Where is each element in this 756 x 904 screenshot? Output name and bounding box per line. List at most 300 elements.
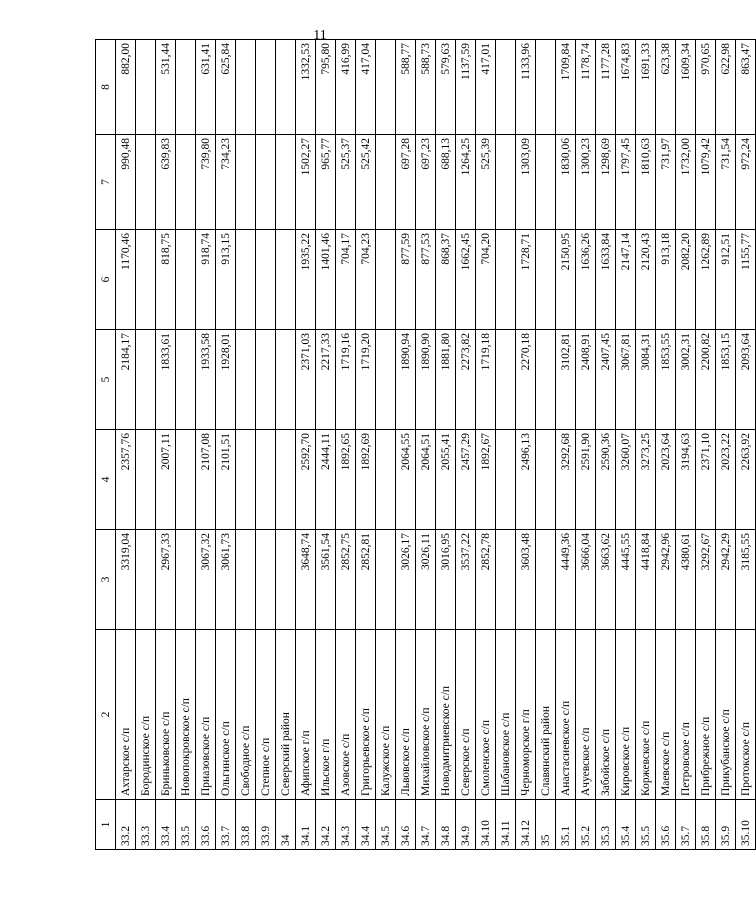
value-cell: 2444,11 xyxy=(316,430,336,530)
table-row xyxy=(676,40,696,850)
row-code: 34.7 xyxy=(416,800,436,850)
table-row xyxy=(276,40,296,850)
value-cell: 704,23 xyxy=(356,230,376,330)
column-header: 6 xyxy=(96,230,116,330)
value-cell: 3603,48 xyxy=(516,530,536,630)
value-cell: 2147,14 xyxy=(616,230,636,330)
value-cell xyxy=(136,530,156,630)
table-wrapper xyxy=(95,40,752,850)
table-row xyxy=(396,40,416,850)
table-row xyxy=(496,40,516,850)
value-cell: 2107,08 xyxy=(196,430,216,530)
row-name: Ачуевское с/п xyxy=(576,630,596,800)
row-code: 35.9 xyxy=(716,800,736,850)
table-row xyxy=(256,40,276,850)
value-cell: 1853,15 xyxy=(716,330,736,430)
column-header: 5 xyxy=(96,330,116,430)
value-cell: 2023,64 xyxy=(656,430,676,530)
value-cell: 970,65 xyxy=(696,40,716,135)
value-cell xyxy=(236,430,256,530)
value-cell xyxy=(256,430,276,530)
value-cell: 1137,59 xyxy=(456,40,476,135)
value-cell: 2496,13 xyxy=(516,430,536,530)
value-cell xyxy=(256,530,276,630)
row-name: Северский район xyxy=(276,630,296,800)
table-row xyxy=(136,40,156,850)
value-cell: 1935,22 xyxy=(296,230,316,330)
value-cell: 1502,27 xyxy=(296,135,316,230)
value-cell: 2591,90 xyxy=(576,430,596,530)
column-header: 3 xyxy=(96,530,116,630)
value-cell: 1401,46 xyxy=(316,230,336,330)
column-header: 4 xyxy=(96,430,116,530)
row-code: 34.5 xyxy=(376,800,396,850)
table-row xyxy=(336,40,356,850)
row-name: Прибрежное с/п xyxy=(696,630,716,800)
value-cell: 2007,11 xyxy=(156,430,176,530)
value-cell xyxy=(256,40,276,135)
value-cell: 1262,89 xyxy=(696,230,716,330)
row-code: 33.2 xyxy=(116,800,136,850)
value-cell xyxy=(276,330,296,430)
row-code: 33.8 xyxy=(236,800,256,850)
column-header: 2 xyxy=(96,630,116,800)
value-cell: 863,47 xyxy=(736,40,756,135)
value-cell: 2120,43 xyxy=(636,230,656,330)
row-name: Бриньковское с/п xyxy=(156,630,176,800)
row-name: Ильское г/п xyxy=(316,630,336,800)
value-cell xyxy=(136,330,156,430)
row-name: Шабановское с/п xyxy=(496,630,516,800)
value-cell: 913,18 xyxy=(656,230,676,330)
rotated-table-area xyxy=(95,40,752,850)
value-cell: 3260,07 xyxy=(616,430,636,530)
row-name: Степное с/п xyxy=(256,630,276,800)
row-name: Афипское г/п xyxy=(296,630,316,800)
value-cell xyxy=(136,135,156,230)
row-name: Забойское с/п xyxy=(596,630,616,800)
row-code: 35.5 xyxy=(636,800,656,850)
value-cell: 417,04 xyxy=(356,40,376,135)
column-header: 7 xyxy=(96,135,116,230)
value-cell: 1636,26 xyxy=(576,230,596,330)
value-cell: 1633,84 xyxy=(596,230,616,330)
value-cell xyxy=(136,230,156,330)
value-cell xyxy=(496,40,516,135)
row-code: 35.2 xyxy=(576,800,596,850)
row-code: 35.3 xyxy=(596,800,616,850)
value-cell: 588,77 xyxy=(396,40,416,135)
value-cell: 1177,28 xyxy=(596,40,616,135)
value-cell: 625,84 xyxy=(216,40,236,135)
value-cell: 3292,67 xyxy=(696,530,716,630)
table-row xyxy=(356,40,376,850)
value-cell: 1892,67 xyxy=(476,430,496,530)
value-cell: 4380,61 xyxy=(676,530,696,630)
value-cell: 2270,18 xyxy=(516,330,536,430)
row-name: Ахтарское с/п xyxy=(116,630,136,800)
value-cell: 704,17 xyxy=(336,230,356,330)
row-name: Прикубанское с/п xyxy=(716,630,736,800)
value-cell: 2592,70 xyxy=(296,430,316,530)
value-cell xyxy=(536,530,556,630)
value-cell xyxy=(176,530,196,630)
value-cell: 1719,16 xyxy=(336,330,356,430)
value-cell: 1732,00 xyxy=(676,135,696,230)
table-row xyxy=(656,40,676,850)
table-row xyxy=(536,40,556,850)
value-cell xyxy=(496,230,516,330)
value-cell: 2200,82 xyxy=(696,330,716,430)
value-cell: 2273,82 xyxy=(456,330,476,430)
value-cell: 3067,32 xyxy=(196,530,216,630)
row-name: Калужское с/п xyxy=(376,630,396,800)
row-code: 34.6 xyxy=(396,800,416,850)
value-cell xyxy=(276,230,296,330)
value-cell xyxy=(536,430,556,530)
table-row xyxy=(576,40,596,850)
value-cell: 1178,74 xyxy=(576,40,596,135)
row-name: Михайловское с/п xyxy=(416,630,436,800)
table-row xyxy=(216,40,236,850)
value-cell: 1719,20 xyxy=(356,330,376,430)
value-cell: 2217,33 xyxy=(316,330,336,430)
value-cell: 3666,04 xyxy=(576,530,596,630)
row-name: Приазовское с/п xyxy=(196,630,216,800)
value-cell xyxy=(376,430,396,530)
value-cell xyxy=(496,135,516,230)
value-cell: 1300,23 xyxy=(576,135,596,230)
value-cell: 3663,62 xyxy=(596,530,616,630)
value-cell: 2457,29 xyxy=(456,430,476,530)
value-cell: 2852,78 xyxy=(476,530,496,630)
row-code: 34.2 xyxy=(316,800,336,850)
value-cell xyxy=(376,135,396,230)
row-name: Григорьевское с/п xyxy=(356,630,376,800)
row-name: Коржевское с/п xyxy=(636,630,656,800)
table-row xyxy=(296,40,316,850)
value-cell xyxy=(376,40,396,135)
row-name: Протокское с/п xyxy=(736,630,756,800)
value-cell: 2093,64 xyxy=(736,330,756,430)
value-cell: 622,98 xyxy=(716,40,736,135)
value-cell xyxy=(536,135,556,230)
value-cell: 1303,09 xyxy=(516,135,536,230)
table-row xyxy=(516,40,536,850)
table-row xyxy=(416,40,436,850)
table-row xyxy=(636,40,656,850)
value-cell: 2082,20 xyxy=(676,230,696,330)
value-cell: 4445,55 xyxy=(616,530,636,630)
value-cell xyxy=(236,40,256,135)
row-code: 35.10 xyxy=(736,800,756,850)
value-cell: 1892,69 xyxy=(356,430,376,530)
value-cell: 531,44 xyxy=(156,40,176,135)
value-cell: 2357,76 xyxy=(116,430,136,530)
value-cell: 965,77 xyxy=(316,135,336,230)
value-cell xyxy=(496,530,516,630)
value-cell: 3102,81 xyxy=(556,330,576,430)
value-cell: 882,00 xyxy=(116,40,136,135)
value-cell: 1332,53 xyxy=(296,40,316,135)
row-code: 33.9 xyxy=(256,800,276,850)
row-name: Петровское с/п xyxy=(676,630,696,800)
value-cell: 688,13 xyxy=(436,135,456,230)
row-name: Анастасиевское с/п xyxy=(556,630,576,800)
value-cell: 918,74 xyxy=(196,230,216,330)
value-cell: 2055,41 xyxy=(436,430,456,530)
value-cell xyxy=(136,40,156,135)
value-cell: 2101,51 xyxy=(216,430,236,530)
value-cell: 1853,55 xyxy=(656,330,676,430)
row-code: 34.10 xyxy=(476,800,496,850)
value-cell: 739,80 xyxy=(196,135,216,230)
value-cell: 868,37 xyxy=(436,230,456,330)
value-cell: 1079,42 xyxy=(696,135,716,230)
value-cell: 1298,69 xyxy=(596,135,616,230)
value-cell: 3185,55 xyxy=(736,530,756,630)
table-row xyxy=(196,40,216,850)
value-cell: 1662,45 xyxy=(456,230,476,330)
table-row xyxy=(156,40,176,850)
value-cell xyxy=(256,330,276,430)
value-cell: 913,15 xyxy=(216,230,236,330)
table-row xyxy=(436,40,456,850)
row-name: Северское с/п xyxy=(456,630,476,800)
row-code: 34.8 xyxy=(436,800,456,850)
value-cell: 3273,25 xyxy=(636,430,656,530)
row-name: Бородинское с/п xyxy=(136,630,156,800)
row-code: 33.5 xyxy=(176,800,196,850)
value-cell: 2852,81 xyxy=(356,530,376,630)
value-cell: 2184,17 xyxy=(116,330,136,430)
value-cell: 631,41 xyxy=(196,40,216,135)
value-cell: 2371,03 xyxy=(296,330,316,430)
value-cell: 1133,96 xyxy=(516,40,536,135)
row-code: 33.6 xyxy=(196,800,216,850)
row-name: Славянский район xyxy=(536,630,556,800)
table-header-row xyxy=(96,40,116,850)
table-row xyxy=(596,40,616,850)
table-row xyxy=(236,40,256,850)
value-cell: 1892,65 xyxy=(336,430,356,530)
value-cell: 1890,90 xyxy=(416,330,436,430)
value-cell: 3067,81 xyxy=(616,330,636,430)
value-cell xyxy=(536,330,556,430)
value-cell: 2064,55 xyxy=(396,430,416,530)
table-row xyxy=(556,40,576,850)
value-cell: 3194,63 xyxy=(676,430,696,530)
value-cell: 2942,96 xyxy=(656,530,676,630)
value-cell: 877,53 xyxy=(416,230,436,330)
table-row xyxy=(716,40,736,850)
value-cell: 1155,77 xyxy=(736,230,756,330)
page-number: 11 xyxy=(313,28,327,43)
value-cell: 2064,51 xyxy=(416,430,436,530)
value-cell: 2023,22 xyxy=(716,430,736,530)
value-cell: 639,83 xyxy=(156,135,176,230)
value-cell: 1881,80 xyxy=(436,330,456,430)
value-cell: 795,80 xyxy=(316,40,336,135)
value-cell: 731,54 xyxy=(716,135,736,230)
value-cell: 2150,95 xyxy=(556,230,576,330)
value-cell: 1709,84 xyxy=(556,40,576,135)
value-cell: 3648,74 xyxy=(296,530,316,630)
row-name: Свободное с/п xyxy=(236,630,256,800)
value-cell: 818,75 xyxy=(156,230,176,330)
row-code: 35 xyxy=(536,800,556,850)
value-cell xyxy=(536,40,556,135)
value-cell: 3026,11 xyxy=(416,530,436,630)
value-cell xyxy=(376,230,396,330)
value-cell: 1609,34 xyxy=(676,40,696,135)
value-cell: 3026,17 xyxy=(396,530,416,630)
row-name: Кировское с/п xyxy=(616,630,636,800)
value-cell: 2263,92 xyxy=(736,430,756,530)
row-name: Азовское с/п xyxy=(336,630,356,800)
row-code: 34.11 xyxy=(496,800,516,850)
table-row xyxy=(376,40,396,850)
row-name: Новодмитриевское с/п xyxy=(436,630,456,800)
value-cell: 877,59 xyxy=(396,230,416,330)
table-row xyxy=(176,40,196,850)
value-cell: 1719,18 xyxy=(476,330,496,430)
value-cell: 1928,01 xyxy=(216,330,236,430)
table-row xyxy=(696,40,716,850)
row-name: Новопокровское с/п xyxy=(176,630,196,800)
value-cell: 2371,10 xyxy=(696,430,716,530)
value-cell: 3002,31 xyxy=(676,330,696,430)
value-cell: 3016,95 xyxy=(436,530,456,630)
data-table xyxy=(95,39,756,850)
value-cell: 2590,36 xyxy=(596,430,616,530)
value-cell: 1890,94 xyxy=(396,330,416,430)
value-cell: 4418,84 xyxy=(636,530,656,630)
value-cell xyxy=(496,430,516,530)
value-cell xyxy=(176,135,196,230)
value-cell xyxy=(136,430,156,530)
row-code: 33.4 xyxy=(156,800,176,850)
row-code: 33.3 xyxy=(136,800,156,850)
value-cell: 417,01 xyxy=(476,40,496,135)
value-cell xyxy=(276,530,296,630)
value-cell: 1797,45 xyxy=(616,135,636,230)
row-code: 33.7 xyxy=(216,800,236,850)
value-cell: 1728,71 xyxy=(516,230,536,330)
value-cell xyxy=(276,40,296,135)
value-cell xyxy=(176,230,196,330)
value-cell xyxy=(376,330,396,430)
value-cell: 3061,73 xyxy=(216,530,236,630)
value-cell: 588,73 xyxy=(416,40,436,135)
row-code: 34.3 xyxy=(336,800,356,850)
value-cell xyxy=(376,530,396,630)
table-row xyxy=(116,40,136,850)
table-row xyxy=(316,40,336,850)
value-cell: 579,63 xyxy=(436,40,456,135)
row-code: 35.1 xyxy=(556,800,576,850)
value-cell: 1674,83 xyxy=(616,40,636,135)
column-header: 1 xyxy=(96,800,116,850)
value-cell: 525,42 xyxy=(356,135,376,230)
row-code: 35.4 xyxy=(616,800,636,850)
value-cell: 1264,25 xyxy=(456,135,476,230)
row-code: 35.8 xyxy=(696,800,716,850)
value-cell: 972,24 xyxy=(736,135,756,230)
value-cell: 697,23 xyxy=(416,135,436,230)
row-name: Маевское с/п xyxy=(656,630,676,800)
row-code: 34.12 xyxy=(516,800,536,850)
value-cell: 2852,75 xyxy=(336,530,356,630)
value-cell xyxy=(176,40,196,135)
table-row xyxy=(736,40,756,850)
value-cell: 912,51 xyxy=(716,230,736,330)
value-cell: 2967,33 xyxy=(156,530,176,630)
table-body xyxy=(116,40,756,850)
value-cell: 3292,68 xyxy=(556,430,576,530)
value-cell xyxy=(236,330,256,430)
value-cell xyxy=(536,230,556,330)
row-code: 35.7 xyxy=(676,800,696,850)
column-header: 8 xyxy=(96,40,116,135)
value-cell: 704,20 xyxy=(476,230,496,330)
value-cell: 1933,58 xyxy=(196,330,216,430)
value-cell xyxy=(276,430,296,530)
value-cell xyxy=(176,430,196,530)
value-cell: 1833,61 xyxy=(156,330,176,430)
table-row xyxy=(456,40,476,850)
value-cell: 525,37 xyxy=(336,135,356,230)
table-row xyxy=(616,40,636,850)
value-cell xyxy=(236,135,256,230)
value-cell xyxy=(496,330,516,430)
value-cell: 525,39 xyxy=(476,135,496,230)
value-cell xyxy=(256,135,276,230)
value-cell: 3319,04 xyxy=(116,530,136,630)
value-cell xyxy=(176,330,196,430)
value-cell: 734,23 xyxy=(216,135,236,230)
value-cell xyxy=(276,135,296,230)
row-code: 34.4 xyxy=(356,800,376,850)
row-name: Львовское с/п xyxy=(396,630,416,800)
value-cell xyxy=(256,230,276,330)
value-cell: 1830,06 xyxy=(556,135,576,230)
value-cell: 990,48 xyxy=(116,135,136,230)
value-cell: 1810,63 xyxy=(636,135,656,230)
value-cell: 2408,91 xyxy=(576,330,596,430)
value-cell: 4449,36 xyxy=(556,530,576,630)
value-cell: 731,97 xyxy=(656,135,676,230)
value-cell: 3537,22 xyxy=(456,530,476,630)
value-cell: 1691,33 xyxy=(636,40,656,135)
value-cell xyxy=(236,230,256,330)
row-name: Смоленское с/п xyxy=(476,630,496,800)
value-cell: 2942,29 xyxy=(716,530,736,630)
row-name: Черноморское г/п xyxy=(516,630,536,800)
value-cell: 1170,46 xyxy=(116,230,136,330)
row-code: 34 xyxy=(276,800,296,850)
row-code: 34.9 xyxy=(456,800,476,850)
value-cell: 2407,45 xyxy=(596,330,616,430)
value-cell: 623,38 xyxy=(656,40,676,135)
value-cell: 3561,54 xyxy=(316,530,336,630)
value-cell: 416,99 xyxy=(336,40,356,135)
row-name: Ольгинское с/п xyxy=(216,630,236,800)
value-cell: 697,28 xyxy=(396,135,416,230)
value-cell: 3084,31 xyxy=(636,330,656,430)
value-cell xyxy=(236,530,256,630)
row-code: 34.1 xyxy=(296,800,316,850)
